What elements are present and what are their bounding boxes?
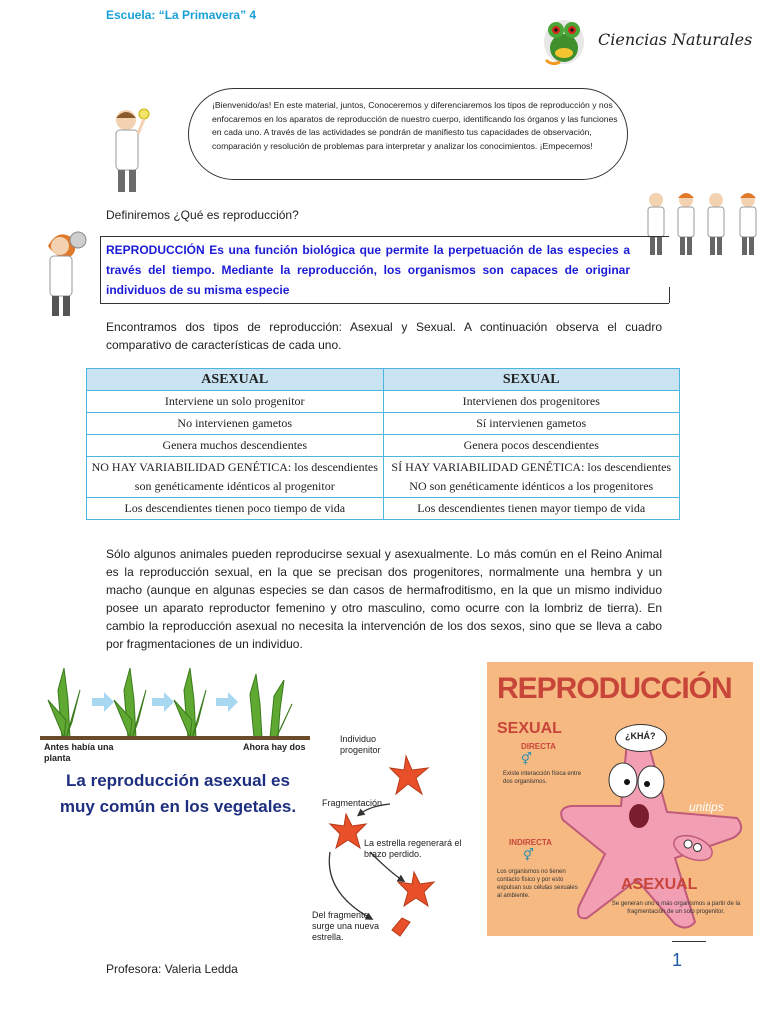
frog-logo bbox=[536, 8, 592, 70]
table-row bbox=[87, 457, 680, 498]
gender-icon: ⚥ bbox=[521, 752, 532, 766]
body-paragraph: Sólo algunos animales pueden reproducirse sexual y asexualmente. Lo más común en el Reino Animal es la reproducción sexual, en la que se precisan dos progenitores, normalmente una hembra y un macho (aunque en algunas especies se dan casos de hermafroditismo, en la que un mismo individuo posee un aparato reproductor femenino y otro masculino, como ocurre con la lombriz de tierra). En cambio la reproducción asexual no necesita la intervención de los dos sexos, sino que se lleva a cabo por fragmentaciones de un individuo. bbox=[106, 547, 662, 651]
star-label-new: Del fragmento surge una nueva estrella. bbox=[312, 910, 380, 942]
gender-icon: ⚥ bbox=[523, 848, 534, 862]
reproduction-poster bbox=[487, 662, 753, 936]
poster-title: REPRODUCCIÓN bbox=[497, 672, 732, 705]
table-cell: Genera muchos descendientes bbox=[87, 435, 384, 457]
table-row bbox=[87, 413, 680, 435]
girl-scientist-illustration bbox=[38, 228, 90, 320]
subject-title: Ciencias Naturales bbox=[598, 30, 753, 49]
table-row bbox=[87, 498, 680, 520]
teacher-name: Profesora: Valeria Ledda bbox=[106, 962, 238, 976]
table-cell: Sí intervienen gametos bbox=[383, 413, 680, 435]
table-cell: No intervienen gametos bbox=[87, 413, 384, 435]
table-cell: SÍ HAY VARIABILIDAD GENÉTICA: los descendientes NO son genéticamente idénticos a los progenitores bbox=[383, 457, 680, 498]
table-cell: Genera pocos descendientes bbox=[383, 435, 680, 457]
poster-asexual: ASEXUAL bbox=[621, 876, 698, 893]
definition-question: Definiremos ¿Qué es reproducción? bbox=[106, 208, 299, 222]
table-cell: NO HAY VARIABILIDAD GENÉTICA: los descendientes son genéticamente idénticos al progenitor bbox=[87, 457, 384, 498]
poster-indirecta-text: Los organismos no tienen contacto físico y por esto expulsan sus células sexuales al ambiente. bbox=[497, 869, 578, 899]
label-after: Ahora hay dos bbox=[243, 742, 306, 752]
page-number: 1 bbox=[672, 950, 683, 970]
poster-sexual: SEXUAL bbox=[497, 720, 562, 737]
plant-caption: La reproducción asexual es muy común en los vegetales. bbox=[59, 771, 297, 816]
comparison-intro: Encontramos dos tipos de reproducción: Asexual y Sexual. A continuación observa el cuadro comparativo de características de cada uno. bbox=[106, 320, 662, 352]
poster-brand: unitips bbox=[689, 800, 724, 814]
scientist-illustration bbox=[104, 104, 152, 196]
table-header-row bbox=[87, 369, 680, 391]
page-number-rule bbox=[672, 941, 706, 942]
poster-asexual-text: Se generan uno o más organismos a partir de la fragmentación de un solo progenitor. bbox=[611, 901, 741, 915]
header-asexual: ASEXUAL bbox=[87, 369, 384, 391]
table-cell: Intervienen dos progenitores bbox=[383, 391, 680, 413]
comparison-table bbox=[86, 368, 680, 520]
table-row bbox=[87, 435, 680, 457]
poster-speech: ¿KHÁ? bbox=[625, 731, 656, 741]
intro-text: ¡Bienvenido/as! En este material, juntos, Conoceremos y diferenciaremos los tipos de reproducción y nos enfocaremos en los aparatos de reproducción de nuestro cuerpo, identificando los órganos y las funciones en cada uno. A través de las actividades se pondrán de manifiesto tus capacidades de observación, comparación y resolución de problemas para interpretar y analizar los conocimientos. ¡Empecemos! bbox=[212, 100, 618, 151]
star-label-parent: Individuo progenitor bbox=[340, 734, 381, 755]
star-label-regen: La estrella regenerará el brazo perdido. bbox=[364, 838, 462, 859]
school-name: Escuela: “La Primavera” 4 bbox=[106, 8, 257, 22]
table-cell: Los descendientes tienen poco tiempo de vida bbox=[87, 498, 384, 520]
header-sexual: SEXUAL bbox=[383, 369, 680, 391]
table-cell: Interviene un solo progenitor bbox=[87, 391, 384, 413]
table-cell: Los descendientes tienen mayor tiempo de vida bbox=[383, 498, 680, 520]
definition-text: REPRODUCCIÓN Es una función biológica que permite la perpetuación de las especies a través del tiempo. Mediante la reproducción, los organismos son capaces de originar individuos de su misma especie bbox=[106, 243, 630, 297]
poster-directa-text: Existe interacción física entre dos organismos. bbox=[503, 771, 582, 785]
star-label-fragment: Fragmentación bbox=[322, 798, 383, 808]
poster-directa: DIRECTA bbox=[521, 742, 556, 751]
poster-indirecta: INDIRECTA bbox=[509, 838, 552, 847]
plant-reproduction-figure bbox=[40, 660, 310, 750]
table-row bbox=[87, 391, 680, 413]
label-before: Antes había una planta bbox=[44, 742, 114, 763]
